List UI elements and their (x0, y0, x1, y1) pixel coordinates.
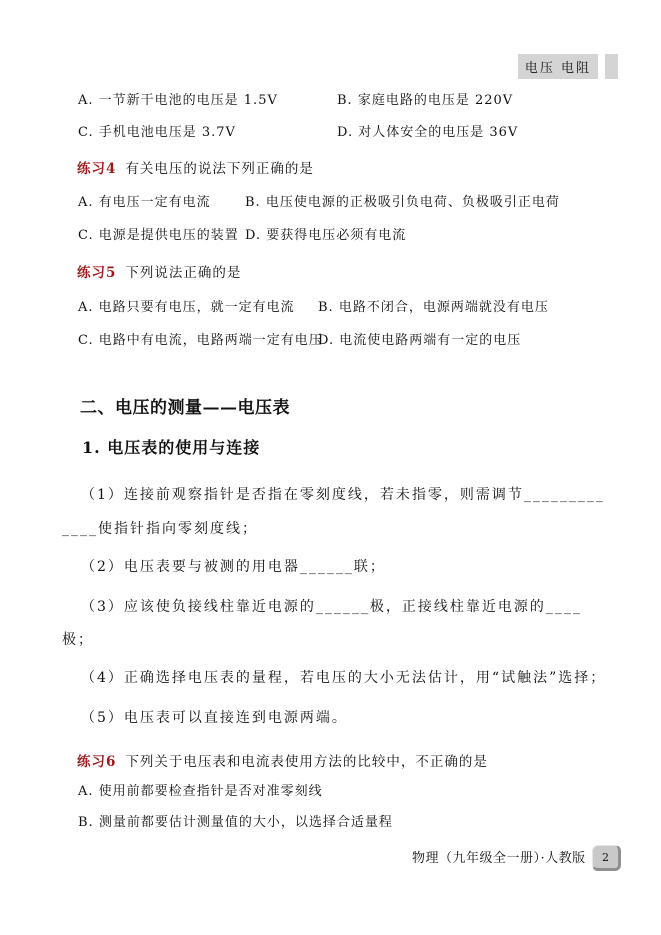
exercise-5-option-d: D. 电流使电路两端有一定的电压 (318, 333, 522, 348)
exercise-4-option-a: A. 有电压一定有电流 (78, 195, 211, 210)
exercise-5-label: 练习5 (77, 265, 117, 281)
page-number: 2 (602, 850, 609, 864)
exercise-5-stem-line (77, 264, 241, 281)
usage-item-4: （4）正确选择电压表的量程，若电压的大小无法估计，用“试触法”选择； (81, 670, 607, 686)
usage-item-1-line-1: （1）连接前观察指针是否指在零刻度线，若未指零，则需调节_________ (81, 487, 605, 503)
exercise-4-option-b: B. 电压使电源的正极吸引负电荷、负极吸引正电荷 (245, 195, 560, 210)
usage-item-2: （2）电压表要与被测的用电器______联； (81, 559, 386, 575)
exercise-5-option-a: A. 电路只要有电压，就一定有电流 (78, 300, 295, 315)
exercise-6-stem-line (77, 753, 488, 770)
footer-book-label: 物理（九年级全一册）·人教版 (412, 851, 586, 866)
exercise-4-stem: 有关电压的说法下列正确的是 (125, 161, 314, 177)
exercise-4-option-d: D. 要获得电压必须有电流 (245, 228, 407, 243)
section-title: 二、电压的测量——电压表 (80, 398, 290, 418)
exercise-4-stem-line (77, 160, 314, 177)
option-a: A. 一节新干电池的电压是 1.5V (78, 93, 278, 108)
usage-item-3-line-2: 极； (62, 632, 94, 648)
exercise-5-stem: 下列说法正确的是 (125, 265, 242, 281)
option-b: B. 家庭电路的电压是 220V (337, 93, 514, 108)
exercise-5-option-c: C. 电路中有电流，电路两端一定有电压 (78, 333, 323, 348)
section-subtitle: 1. 电压表的使用与连接 (82, 438, 261, 457)
usage-item-5: （5）电压表可以直接连到电源两端。 (81, 710, 348, 726)
exercise-4-option-c: C. 电源是提供电压的装置 (78, 228, 239, 243)
chapter-header-tab (518, 54, 598, 79)
exercise-6-option-a: A. 使用前都要检查指针是否对准零刻线 (78, 784, 323, 799)
exercise-4-label: 练习4 (77, 161, 117, 177)
chapter-header-tab-edge (605, 54, 618, 79)
usage-item-3-line-1: （3）应该使负接线柱靠近电源的______极，正接线柱靠近电源的____ (81, 599, 582, 615)
exercise-6-label: 练习6 (77, 754, 117, 770)
page-number-badge (592, 845, 621, 871)
chapter-header-label: 电压 电阻 (524, 61, 592, 76)
exercise-6-stem: 下列关于电压表和电流表使用方法的比较中，不正确的是 (125, 754, 488, 770)
option-d: D. 对人体安全的电压是 36V (337, 125, 519, 140)
exercise-6-option-b: B. 测量前都要估计测量值的大小，以选择合适量程 (78, 815, 393, 830)
exercise-5-option-b: B. 电路不闭合，电源两端就没有电压 (318, 300, 549, 315)
option-c: C. 手机电池电压是 3.7V (78, 125, 236, 140)
usage-item-1-line-2: ____使指针指向零刻度线； (62, 521, 258, 537)
